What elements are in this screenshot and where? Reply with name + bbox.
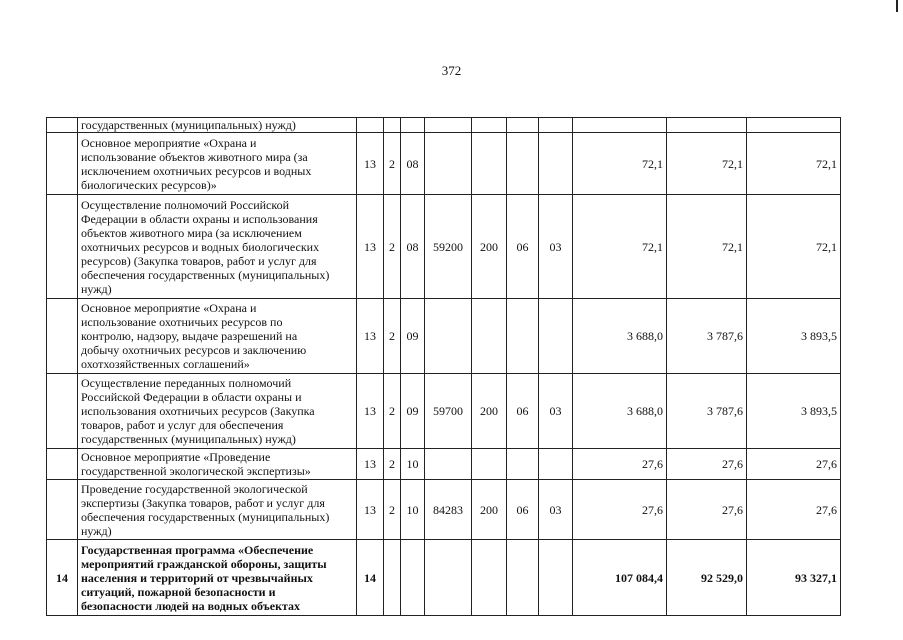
item-name-line: ресурсов) (Закупка товаров, работ и услуг для: [81, 253, 317, 268]
item-name-cell: [78, 118, 357, 133]
expense-type-cell: [472, 118, 507, 133]
item-name-line: мероприятий гражданской обороны, защиты: [81, 556, 327, 571]
item-name-line: использования охотничьих ресурсов (Закупка: [81, 404, 315, 418]
expense-type-cell: 200: [472, 195, 507, 299]
item-name-line: безопасности людей на водных объектах: [81, 598, 301, 613]
item-name-line: Федерации в области охраны и использования: [81, 211, 318, 226]
row-number-cell: [47, 118, 78, 133]
subsection-cell: 03: [539, 374, 573, 449]
item-name-line: охотничьих ресурсов и водных биологических: [81, 239, 320, 254]
item-name-cell: [78, 195, 357, 299]
code-program-cell: 13: [357, 480, 384, 540]
code-program-cell: 13: [357, 449, 384, 480]
item-name-line: Российской Федерации в области охраны и: [81, 390, 302, 404]
amount-year1-cell: [573, 118, 667, 133]
section-cell: 06: [507, 374, 539, 449]
subsection-cell: [539, 540, 573, 616]
amount-year3-cell: [747, 118, 841, 133]
amount-year1-cell: 72,1: [573, 133, 667, 195]
amount-year1-cell: 72,1: [573, 195, 667, 299]
amount-year2-cell: 3 787,6: [667, 299, 747, 374]
item-name-line: Осуществление полномочий Российской: [81, 197, 290, 212]
section-cell: [507, 118, 539, 133]
amount-year1-cell: 27,6: [573, 449, 667, 480]
scan-corner-mark: [896, 0, 898, 12]
amount-year2-cell: 27,6: [667, 480, 747, 540]
subsection-cell: [539, 299, 573, 374]
item-name-line: государственных (муниципальных) нужд): [81, 432, 296, 446]
expense-type-cell: [472, 133, 507, 195]
item-name-line: биологических ресурсов)»: [81, 177, 217, 192]
item-name-line: добычу охотничьих ресурсов и заключению: [81, 343, 307, 357]
item-name-line: охотхозяйственных соглашений»: [81, 357, 250, 371]
code-event-cell: 08: [401, 133, 425, 195]
expense-type-cell: [472, 449, 507, 480]
item-name-line: товаров, работ и услуг для обеспечения: [81, 418, 284, 432]
item-name-line: обеспечения государственных (муниципальных): [81, 267, 330, 282]
item-name-line: использование объектов животного мира (за: [81, 149, 308, 164]
amount-year1-cell: 107 084,4: [573, 540, 667, 616]
amount-year2-cell: 92 529,0: [667, 540, 747, 616]
item-name-line: использование охотничьих ресурсов по: [81, 315, 283, 329]
item-name-line: объектов животного мира (за исключением: [81, 225, 302, 240]
row-number-cell: [47, 449, 78, 480]
code-direction-cell: 59200: [425, 195, 472, 299]
code-direction-cell: [425, 299, 472, 374]
table-row: [47, 449, 841, 480]
code-event-cell: 09: [401, 374, 425, 449]
amount-year3-cell: 72,1: [747, 195, 841, 299]
amount-year3-cell: 3 893,5: [747, 299, 841, 374]
amount-year2-cell: 27,6: [667, 449, 747, 480]
subsection-cell: [539, 118, 573, 133]
amount-year3-cell: 3 893,5: [747, 374, 841, 449]
budget-table: [46, 117, 841, 616]
section-cell: 06: [507, 480, 539, 540]
code-event-cell: 09: [401, 299, 425, 374]
amount-year1-cell: 3 688,0: [573, 374, 667, 449]
item-name-cell: [78, 540, 357, 616]
row-number-cell: [47, 299, 78, 374]
code-direction-cell: [425, 540, 472, 616]
subsection-cell: 03: [539, 480, 573, 540]
code-direction-cell: [425, 449, 472, 480]
code-direction-cell: [425, 118, 472, 133]
item-name-line: Государственная программа «Обеспечение: [81, 542, 314, 557]
item-name-line: исключением охотничьих ресурсов и водных: [81, 163, 312, 178]
item-name-cell: [78, 374, 357, 449]
code-subprogram-cell: 2: [384, 133, 401, 195]
code-program-cell: 13: [357, 195, 384, 299]
item-name-cell: [78, 480, 357, 540]
amount-year2-cell: 72,1: [667, 195, 747, 299]
item-name-cell: [78, 449, 357, 480]
item-name-line: Основное мероприятие «Охрана и: [81, 135, 257, 150]
code-event-cell: [401, 118, 425, 133]
code-subprogram-cell: 2: [384, 374, 401, 449]
amount-year1-cell: 3 688,0: [573, 299, 667, 374]
item-name-line: населения и территорий от чрезвычайных: [81, 570, 313, 585]
item-name-cell: [78, 133, 357, 195]
expense-type-cell: 200: [472, 480, 507, 540]
subsection-cell: [539, 449, 573, 480]
section-cell: [507, 133, 539, 195]
item-name-line: Основное мероприятие «Проведение: [81, 450, 271, 464]
amount-year2-cell: 72,1: [667, 133, 747, 195]
amount-year3-cell: 93 327,1: [747, 540, 841, 616]
amount-year3-cell: 27,6: [747, 480, 841, 540]
row-number-cell: [47, 480, 78, 540]
item-name-line: Осуществление переданных полномочий: [81, 376, 292, 390]
code-subprogram-cell: 2: [384, 195, 401, 299]
code-event-cell: 08: [401, 195, 425, 299]
row-number-cell: 14: [47, 540, 78, 616]
section-cell: [507, 299, 539, 374]
page-number: 372: [441, 63, 462, 78]
code-direction-cell: 59700: [425, 374, 472, 449]
code-program-cell: 13: [357, 374, 384, 449]
code-subprogram-cell: [384, 118, 401, 133]
code-program-cell: 13: [357, 133, 384, 195]
code-direction-cell: [425, 133, 472, 195]
table-row: [47, 133, 841, 195]
table-row: [47, 374, 841, 449]
row-number-cell: [47, 374, 78, 449]
code-subprogram-cell: [384, 540, 401, 616]
item-name-line: контролю, надзору, выдаче разрешений на: [81, 329, 298, 343]
expense-type-cell: 200: [472, 374, 507, 449]
item-name-line: экспертизы (Закупка товаров, работ и услуг для: [81, 495, 325, 510]
code-event-cell: [401, 540, 425, 616]
table-row: [47, 480, 841, 540]
code-program-cell: 13: [357, 299, 384, 374]
table-row: [47, 118, 841, 133]
code-subprogram-cell: 2: [384, 480, 401, 540]
section-cell: [507, 540, 539, 616]
table-row: [47, 299, 841, 374]
item-name-line: нужд): [81, 281, 112, 296]
subsection-cell: 03: [539, 195, 573, 299]
item-name-line: государственной экологической экспертизы»: [81, 464, 311, 478]
subsection-cell: [539, 133, 573, 195]
code-subprogram-cell: 2: [384, 299, 401, 374]
item-name-line: ситуаций, пожарной безопасности и: [81, 584, 276, 599]
section-cell: [507, 449, 539, 480]
expense-type-cell: [472, 540, 507, 616]
amount-year2-cell: [667, 118, 747, 133]
code-program-cell: 14: [357, 540, 384, 616]
amount-year3-cell: 72,1: [747, 133, 841, 195]
code-event-cell: 10: [401, 449, 425, 480]
amount-year3-cell: 27,6: [747, 449, 841, 480]
code-event-cell: 10: [401, 480, 425, 540]
row-number-cell: [47, 195, 78, 299]
amount-year2-cell: 3 787,6: [667, 374, 747, 449]
table-row: [47, 540, 841, 616]
code-program-cell: [357, 118, 384, 133]
item-name-line: государственных (муниципальных) нужд): [81, 118, 296, 132]
amount-year1-cell: 27,6: [573, 480, 667, 540]
code-subprogram-cell: 2: [384, 449, 401, 480]
expense-type-cell: [472, 299, 507, 374]
item-name-line: Основное мероприятие «Охрана и: [81, 301, 257, 315]
item-name-line: нужд): [81, 523, 112, 538]
row-number-cell: [47, 133, 78, 195]
code-direction-cell: 84283: [425, 480, 472, 540]
item-name-line: Проведение государственной экологической: [81, 481, 308, 496]
item-name-line: обеспечения государственных (муниципальных): [81, 509, 330, 524]
section-cell: 06: [507, 195, 539, 299]
table-row: [47, 195, 841, 299]
item-name-cell: [78, 299, 357, 374]
